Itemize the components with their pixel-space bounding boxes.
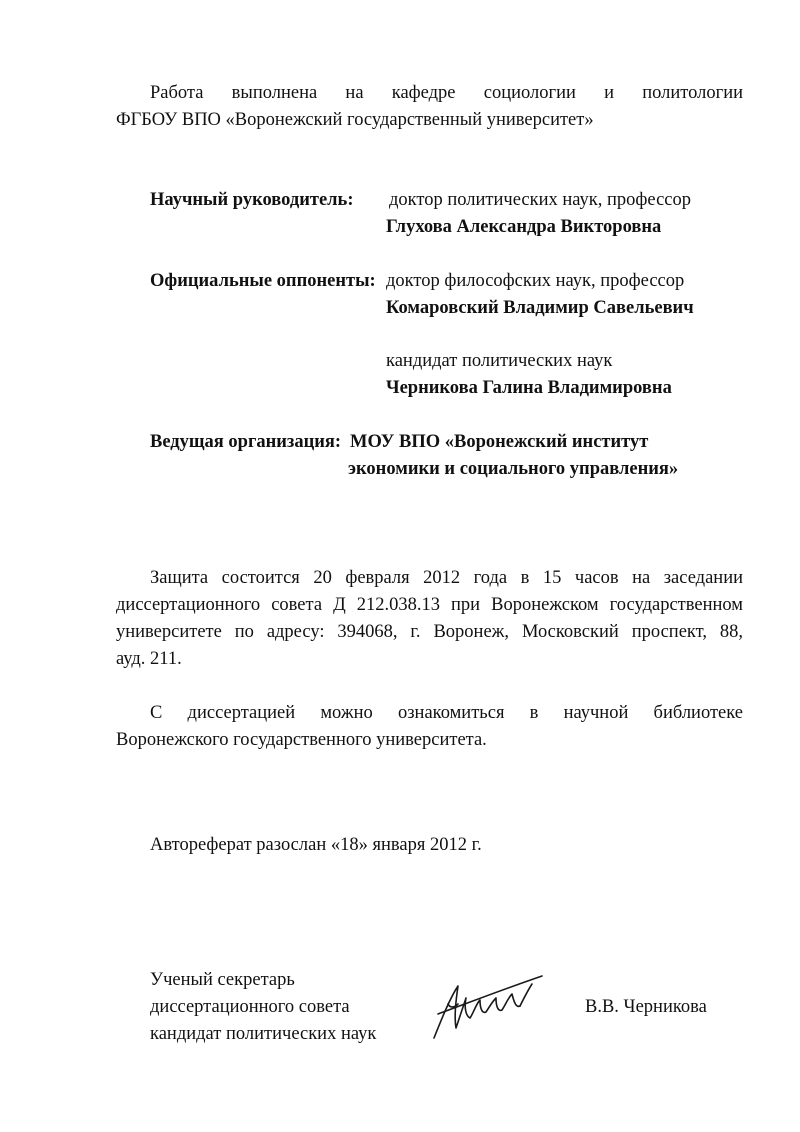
secretary-name: В.В. Черникова bbox=[585, 997, 707, 1017]
lead-org-line-1: МОУ ВПО «Воронежский институт bbox=[350, 432, 649, 452]
supervisor-label: Научный руководитель: bbox=[150, 190, 354, 210]
opponent-1-name: Комаровский Владимир Савельевич bbox=[386, 298, 694, 318]
header-paragraph bbox=[150, 80, 743, 107]
opponents-label: Официальные оппоненты: bbox=[150, 271, 376, 291]
header-line-1: Работа выполнена на кафедре социологии и политологии bbox=[150, 83, 743, 103]
secretary-title-1: Ученый секретарь bbox=[150, 970, 295, 990]
opponent-1-degree: доктор философских наук, профессор bbox=[386, 271, 685, 291]
defense-line-4: ауд. 211. bbox=[116, 649, 182, 669]
defense-line-1: Защита состоится 20 февраля 2012 года в 15 часов на заседании bbox=[150, 568, 743, 588]
defense-paragraph bbox=[150, 565, 743, 592]
library-paragraph-cont bbox=[116, 727, 487, 754]
opponent-2-name: Черникова Галина Владимировна bbox=[386, 378, 672, 398]
library-paragraph bbox=[150, 700, 743, 727]
supervisor-name: Глухова Александра Викторовна bbox=[386, 217, 662, 237]
opponent-2-degree: кандидат политических наук bbox=[386, 351, 613, 371]
handwritten-signature bbox=[420, 968, 550, 1048]
defense-paragraph-cont bbox=[116, 592, 743, 673]
header-line-2: ФГБОУ ВПО «Воронежский государственный университет» bbox=[116, 110, 594, 130]
supervisor-degree: доктор политических наук, профессор bbox=[389, 190, 691, 210]
sent-date: Автореферат разослан «18» января 2012 г. bbox=[150, 835, 482, 855]
secretary-title-3: кандидат политических наук bbox=[150, 1024, 377, 1044]
library-line-1: С диссертацией можно ознакомиться в научной библиотеке bbox=[150, 703, 743, 723]
secretary-title-2: диссертационного совета bbox=[150, 997, 350, 1017]
header-paragraph-cont bbox=[116, 107, 594, 134]
defense-line-2: диссертационного совета Д 212.038.13 при Воронежском государственном bbox=[116, 595, 743, 615]
library-line-2: Воронежского государственного университета. bbox=[116, 730, 487, 750]
defense-line-3: университете по адресу: 394068, г. Воронеж, Московский проспект, 88, bbox=[116, 622, 743, 642]
lead-org-label: Ведущая организация: bbox=[150, 432, 342, 452]
lead-org-line-2: экономики и социального управления» bbox=[348, 459, 679, 479]
